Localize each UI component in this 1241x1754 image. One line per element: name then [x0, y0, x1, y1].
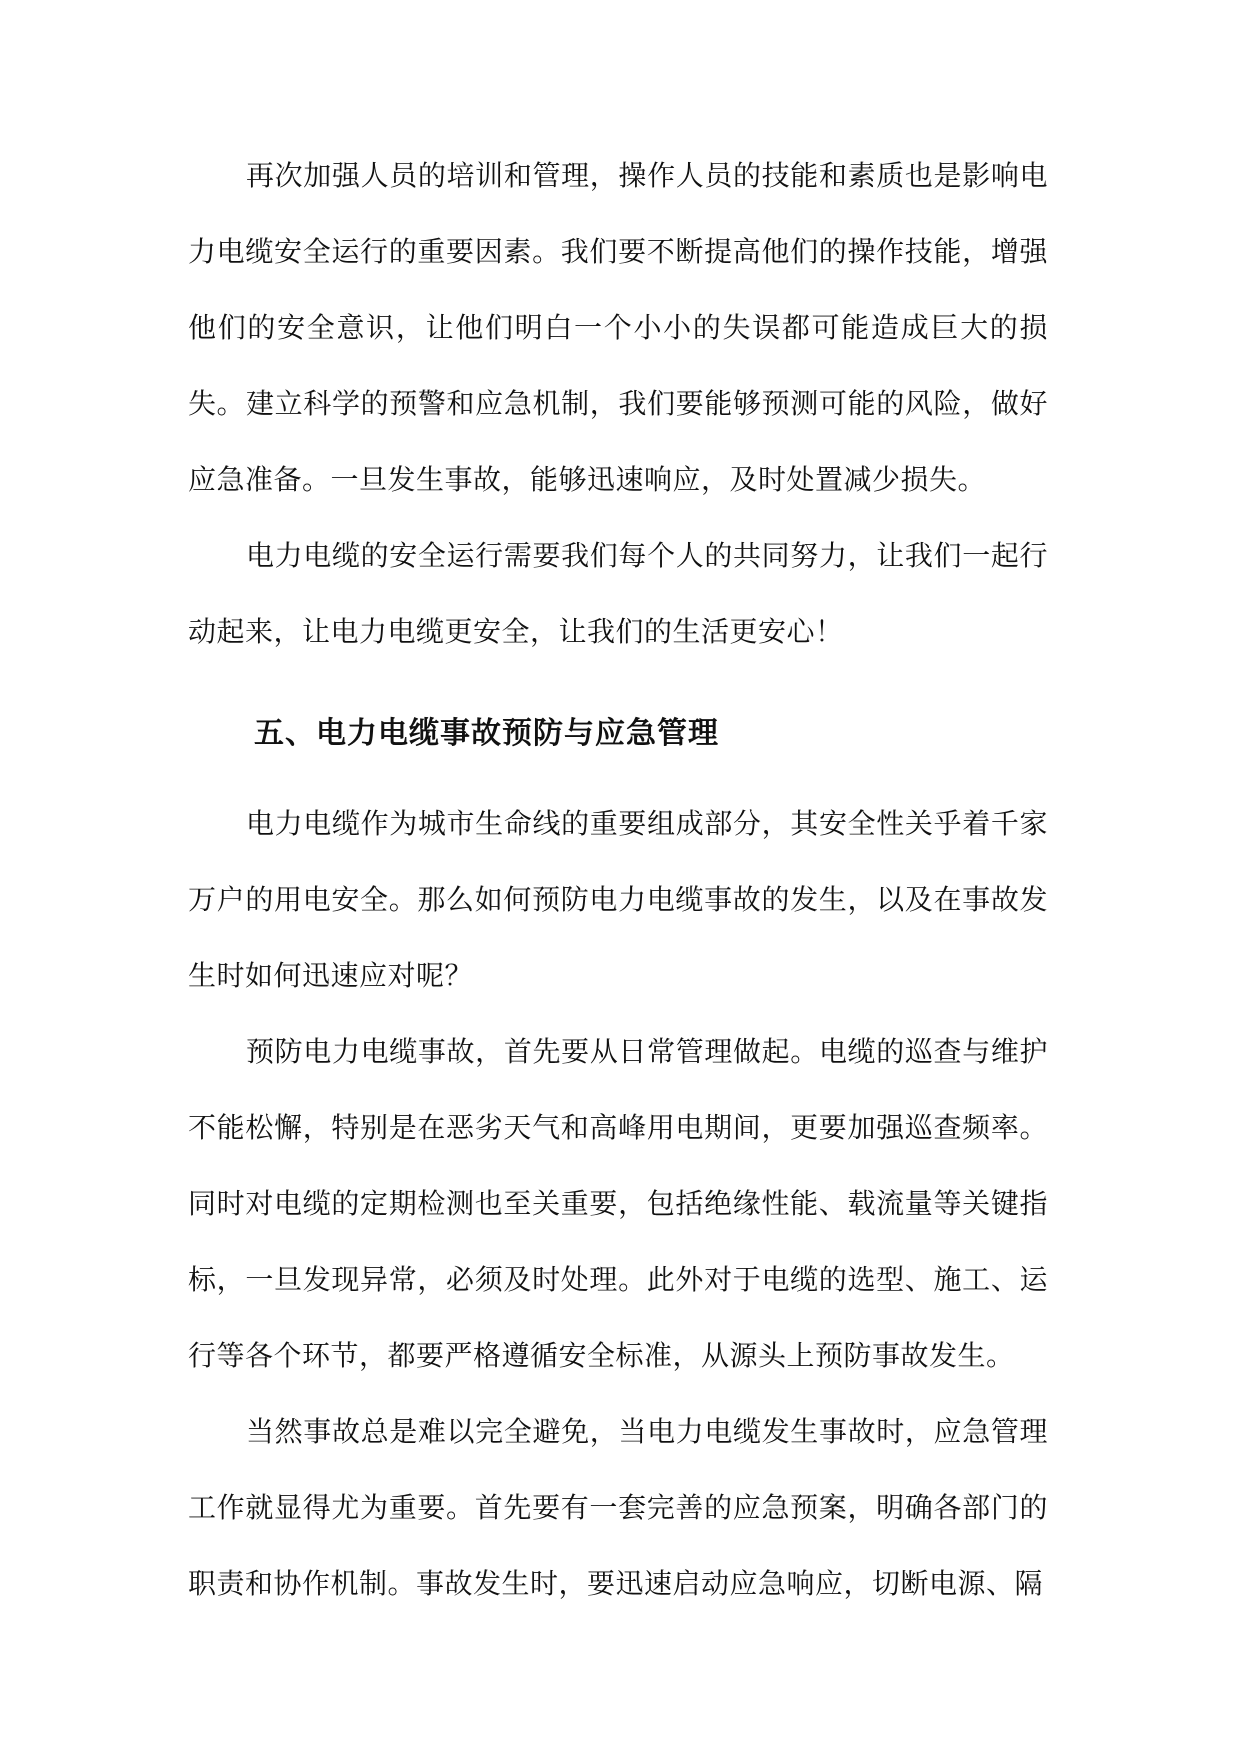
paragraph-warning-mechanism: 建立科学的预警和应急机制，我们要能够预测可能的风险，做好应急准备。一旦发生事故，能够迅速响应，及时处置减少损失。	[188, 387, 1048, 496]
paragraph-joint-effort: 电力电缆的安全运行需要我们每个人的共同努力，让我们一起行动起来，让电力电缆更安全，让我们的生活更安心！	[188, 539, 1048, 648]
paragraph-emergency-response: 当然事故总是难以完全避免，当电力电缆发生事故时，应急管理工作就显得尤为重要。首先要有一套完善的应急预案，明确各部门的职责和协作机制。事故发生时，要迅速启动应急响应，切断电源、隔	[188, 1415, 1048, 1600]
paragraph-daily-prevention: 预防电力电缆事故，首先要从日常管理做起。电缆的巡查与维护不能松懈，特别是在恶劣天气和高峰用电期间，更要加强巡查频率。同时对电缆的定期检测也至关重要，包括绝缘性能、载流量等关键指标，一旦发现异常，必须及时处理。此外对于电缆的选型、施工、运行等各个环节，都要严格遵循安全标准，从源头上预防事故发生。	[188, 1035, 1048, 1372]
paragraph-staff-training: 再次加强人员的培训和管理，操作人员的技能和素质也是影响电力电缆安全运行的重要因素。我们要不断提高他们的操作技能，增强他们的安全意识，让他们明白一个小小的失误都可能造成巨大的损失。	[188, 159, 1048, 420]
section-heading: 五、电力电缆事故预防与应急管理	[254, 716, 719, 751]
paragraph-city-lifeline: 电力电缆作为城市生命线的重要组成部分，其安全性关乎着千家万户的用电安全。那么如何预防电力电缆事故的发生，以及在事故发生时如何迅速应对呢？	[188, 807, 1048, 992]
